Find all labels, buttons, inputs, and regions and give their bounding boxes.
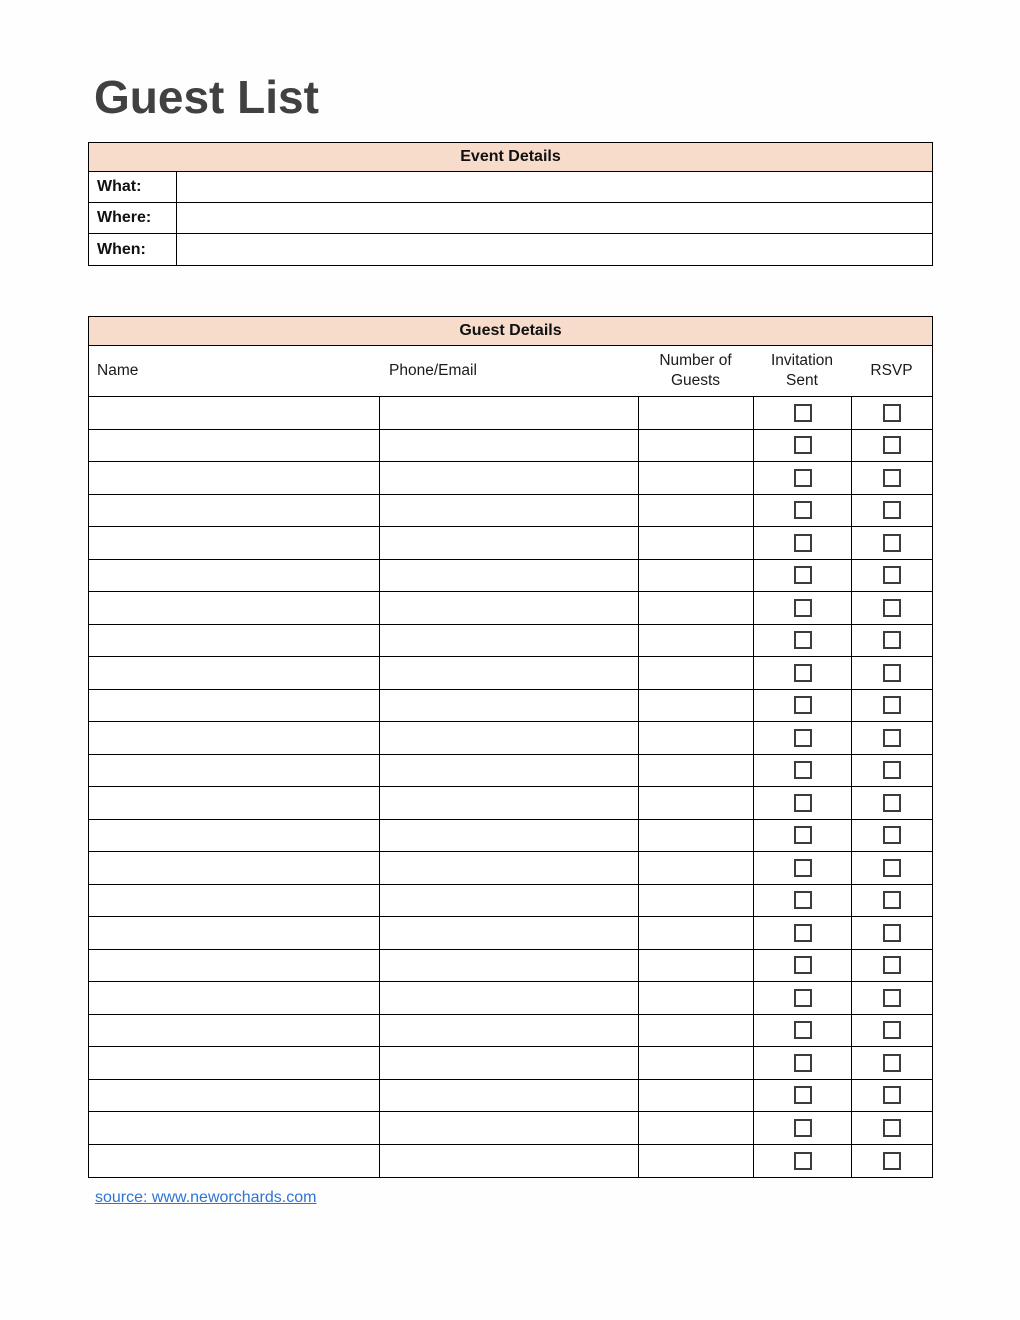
invitation-sent-cell[interactable] [753, 657, 851, 689]
rsvp-checkbox[interactable] [883, 989, 901, 1007]
number-of-guests-cell[interactable] [638, 755, 753, 787]
event-field-label-what: What: [97, 178, 142, 195]
invitation-sent-checkbox[interactable] [794, 794, 812, 812]
number-of-guests-cell[interactable] [638, 397, 753, 429]
guest-row [89, 397, 932, 430]
column-header-number-of-guests: Number of Guests [659, 352, 732, 389]
rsvp-cell[interactable] [851, 657, 932, 689]
phone-email-cell[interactable] [379, 1015, 638, 1047]
invitation-sent-checkbox[interactable] [794, 566, 812, 584]
rsvp-cell[interactable] [851, 950, 932, 982]
guest-row [89, 917, 932, 950]
invitation-sent-cell[interactable] [753, 1015, 851, 1047]
rsvp-checkbox[interactable] [883, 1021, 901, 1039]
invitation-sent-cell[interactable] [753, 917, 851, 949]
rsvp-checkbox[interactable] [883, 1054, 901, 1072]
number-of-guests-cell[interactable] [638, 1080, 753, 1112]
invitation-sent-cell[interactable] [753, 722, 851, 754]
name-cell[interactable] [89, 592, 379, 624]
rsvp-cell[interactable] [851, 495, 932, 527]
phone-email-cell[interactable] [379, 657, 638, 689]
guest-row [89, 527, 932, 560]
guest-row [89, 722, 932, 755]
number-of-guests-cell[interactable] [638, 982, 753, 1014]
name-cell[interactable] [89, 755, 379, 787]
column-header-phone-email: Phone/Email [389, 362, 477, 379]
invitation-sent-checkbox[interactable] [794, 1054, 812, 1072]
rsvp-cell[interactable] [851, 917, 932, 949]
phone-email-cell[interactable] [379, 755, 638, 787]
rsvp-cell[interactable] [851, 397, 932, 429]
guest-row [89, 592, 932, 625]
rsvp-cell[interactable] [851, 462, 932, 494]
rsvp-cell[interactable] [851, 820, 932, 852]
guest-row [89, 560, 932, 593]
invitation-sent-checkbox[interactable] [794, 989, 812, 1007]
name-cell[interactable] [89, 1112, 379, 1144]
name-cell[interactable] [89, 1047, 379, 1079]
name-cell[interactable] [89, 820, 379, 852]
phone-email-cell[interactable] [379, 917, 638, 949]
name-cell[interactable] [89, 1080, 379, 1112]
guest-row [89, 885, 932, 918]
rsvp-checkbox[interactable] [883, 794, 901, 812]
rsvp-cell[interactable] [851, 592, 932, 624]
invitation-sent-cell[interactable] [753, 1080, 851, 1112]
rsvp-cell[interactable] [851, 1047, 932, 1079]
number-of-guests-cell[interactable] [638, 430, 753, 462]
invitation-sent-checkbox[interactable] [794, 1021, 812, 1039]
number-of-guests-cell[interactable] [638, 1047, 753, 1079]
rsvp-cell[interactable] [851, 722, 932, 754]
event-field-row-what [89, 172, 932, 203]
name-cell[interactable] [89, 462, 379, 494]
phone-email-cell[interactable] [379, 527, 638, 559]
name-cell[interactable] [89, 657, 379, 689]
number-of-guests-cell[interactable] [638, 592, 753, 624]
invitation-sent-cell[interactable] [753, 397, 851, 429]
invitation-sent-checkbox[interactable] [794, 501, 812, 519]
rsvp-cell[interactable] [851, 982, 932, 1014]
rsvp-checkbox[interactable] [883, 761, 901, 779]
guest-row [89, 1015, 932, 1048]
invitation-sent-cell[interactable] [753, 950, 851, 982]
number-of-guests-cell[interactable] [638, 820, 753, 852]
invitation-sent-checkbox[interactable] [794, 404, 812, 422]
rsvp-cell[interactable] [851, 625, 932, 657]
rsvp-checkbox[interactable] [883, 826, 901, 844]
name-cell[interactable] [89, 787, 379, 819]
rsvp-cell[interactable] [851, 852, 932, 884]
invitation-sent-checkbox[interactable] [794, 534, 812, 552]
rsvp-cell[interactable] [851, 527, 932, 559]
rsvp-checkbox[interactable] [883, 924, 901, 942]
invitation-sent-cell[interactable] [753, 495, 851, 527]
rsvp-cell[interactable] [851, 560, 932, 592]
name-cell[interactable] [89, 690, 379, 722]
guest-row [89, 852, 932, 885]
phone-email-cell[interactable] [379, 430, 638, 462]
phone-email-cell[interactable] [379, 495, 638, 527]
rsvp-checkbox[interactable] [883, 1152, 901, 1170]
rsvp-checkbox[interactable] [883, 599, 901, 617]
invitation-sent-cell[interactable] [753, 1047, 851, 1079]
event-details-header: Event Details [89, 143, 932, 172]
invitation-sent-cell[interactable] [753, 982, 851, 1014]
page-title: Guest List [94, 71, 319, 123]
number-of-guests-cell[interactable] [638, 495, 753, 527]
phone-email-cell[interactable] [379, 950, 638, 982]
invitation-sent-cell[interactable] [753, 527, 851, 559]
invitation-sent-checkbox[interactable] [794, 664, 812, 682]
event-field-label-when: When: [97, 240, 146, 258]
invitation-sent-checkbox[interactable] [794, 956, 812, 974]
phone-email-cell[interactable] [379, 560, 638, 592]
guest-row [89, 787, 932, 820]
phone-email-cell[interactable] [379, 820, 638, 852]
invitation-sent-checkbox[interactable] [794, 891, 812, 909]
phone-email-cell[interactable] [379, 885, 638, 917]
invitation-sent-cell[interactable] [753, 592, 851, 624]
event-field-value-when[interactable] [176, 234, 932, 265]
column-header-rsvp: RSVP [870, 362, 913, 380]
number-of-guests-cell[interactable] [638, 527, 753, 559]
phone-email-cell[interactable] [379, 852, 638, 884]
invitation-sent-cell[interactable] [753, 560, 851, 592]
rsvp-cell[interactable] [851, 1015, 932, 1047]
rsvp-cell[interactable] [851, 885, 932, 917]
name-cell[interactable] [89, 397, 379, 429]
guest-row [89, 755, 932, 788]
number-of-guests-cell[interactable] [638, 885, 753, 917]
name-cell[interactable] [89, 495, 379, 527]
invitation-sent-cell[interactable] [753, 1145, 851, 1178]
number-of-guests-cell[interactable] [638, 625, 753, 657]
event-details-table [88, 142, 933, 266]
rsvp-checkbox[interactable] [883, 891, 901, 909]
number-of-guests-cell[interactable] [638, 852, 753, 884]
guest-row [89, 495, 932, 528]
phone-email-cell[interactable] [379, 787, 638, 819]
guest-row [89, 820, 932, 853]
invitation-sent-cell[interactable] [753, 625, 851, 657]
name-cell[interactable] [89, 982, 379, 1014]
event-field-value-where[interactable] [176, 203, 932, 233]
invitation-sent-cell[interactable] [753, 755, 851, 787]
number-of-guests-cell[interactable] [638, 657, 753, 689]
invitation-sent-checkbox[interactable] [794, 599, 812, 617]
invitation-sent-cell[interactable] [753, 885, 851, 917]
guest-rows-container [89, 397, 932, 1177]
name-cell[interactable] [89, 560, 379, 592]
invitation-sent-checkbox[interactable] [794, 696, 812, 714]
rsvp-cell[interactable] [851, 1080, 932, 1112]
name-cell[interactable] [89, 625, 379, 657]
invitation-sent-checkbox[interactable] [794, 924, 812, 942]
number-of-guests-cell[interactable] [638, 722, 753, 754]
rsvp-checkbox[interactable] [883, 956, 901, 974]
invitation-sent-checkbox[interactable] [794, 761, 812, 779]
number-of-guests-cell[interactable] [638, 787, 753, 819]
invitation-sent-checkbox[interactable] [794, 826, 812, 844]
rsvp-checkbox[interactable] [883, 1086, 901, 1104]
invitation-sent-checkbox[interactable] [794, 469, 812, 487]
name-cell[interactable] [89, 852, 379, 884]
phone-email-cell[interactable] [379, 982, 638, 1014]
name-cell[interactable] [89, 1145, 379, 1178]
phone-email-cell[interactable] [379, 397, 638, 429]
rsvp-cell[interactable] [851, 690, 932, 722]
column-header-name: Name [97, 362, 139, 379]
guest-row [89, 430, 932, 463]
rsvp-checkbox[interactable] [883, 501, 901, 519]
name-cell[interactable] [89, 917, 379, 949]
name-cell[interactable] [89, 430, 379, 462]
name-cell[interactable] [89, 950, 379, 982]
rsvp-checkbox[interactable] [883, 859, 901, 877]
guest-row [89, 1112, 932, 1145]
invitation-sent-checkbox[interactable] [794, 1086, 812, 1104]
name-cell[interactable] [89, 885, 379, 917]
guest-row [89, 657, 932, 690]
event-field-row-when [89, 234, 932, 265]
invitation-sent-cell[interactable] [753, 690, 851, 722]
guest-row [89, 982, 932, 1015]
guest-row [89, 1145, 932, 1178]
invitation-sent-cell[interactable] [753, 430, 851, 462]
phone-email-cell[interactable] [379, 722, 638, 754]
event-field-label-where: Where: [97, 209, 152, 226]
source-link[interactable]: source: www.neworchards.com [95, 1189, 317, 1206]
rsvp-cell[interactable] [851, 1112, 932, 1144]
phone-email-cell[interactable] [379, 625, 638, 657]
number-of-guests-cell[interactable] [638, 560, 753, 592]
invitation-sent-checkbox[interactable] [794, 1119, 812, 1137]
guest-row [89, 950, 932, 983]
event-field-value-what[interactable] [176, 172, 932, 202]
event-field-row-where [89, 203, 932, 234]
guest-row [89, 625, 932, 658]
rsvp-cell[interactable] [851, 430, 932, 462]
invitation-sent-cell[interactable] [753, 820, 851, 852]
invitation-sent-cell[interactable] [753, 1112, 851, 1144]
rsvp-checkbox[interactable] [883, 1119, 901, 1137]
guest-row [89, 1047, 932, 1080]
column-header-invitation-sent: Invitation Sent [770, 352, 834, 389]
guest-details-table [88, 316, 933, 1178]
guest-row [89, 690, 932, 723]
invitation-sent-checkbox[interactable] [794, 859, 812, 877]
phone-email-cell[interactable] [379, 690, 638, 722]
rsvp-checkbox[interactable] [883, 664, 901, 682]
rsvp-checkbox[interactable] [883, 534, 901, 552]
rsvp-checkbox[interactable] [883, 436, 901, 454]
invitation-sent-checkbox[interactable] [794, 1152, 812, 1170]
name-cell[interactable] [89, 527, 379, 559]
number-of-guests-cell[interactable] [638, 1015, 753, 1047]
number-of-guests-cell[interactable] [638, 917, 753, 949]
guest-details-header: Guest Details [89, 317, 932, 346]
name-cell[interactable] [89, 722, 379, 754]
invitation-sent-checkbox[interactable] [794, 436, 812, 454]
invitation-sent-checkbox[interactable] [794, 631, 812, 649]
rsvp-checkbox[interactable] [883, 469, 901, 487]
phone-email-cell[interactable] [379, 1080, 638, 1112]
phone-email-cell[interactable] [379, 592, 638, 624]
phone-email-cell[interactable] [379, 1145, 638, 1178]
invitation-sent-cell[interactable] [753, 787, 851, 819]
rsvp-cell[interactable] [851, 755, 932, 787]
number-of-guests-cell[interactable] [638, 950, 753, 982]
invitation-sent-cell[interactable] [753, 462, 851, 494]
number-of-guests-cell[interactable] [638, 462, 753, 494]
guest-row [89, 1080, 932, 1113]
name-cell[interactable] [89, 1015, 379, 1047]
number-of-guests-cell[interactable] [638, 1112, 753, 1144]
phone-email-cell[interactable] [379, 1047, 638, 1079]
rsvp-cell[interactable] [851, 1145, 932, 1178]
phone-email-cell[interactable] [379, 462, 638, 494]
rsvp-checkbox[interactable] [883, 631, 901, 649]
number-of-guests-cell[interactable] [638, 1145, 753, 1178]
phone-email-cell[interactable] [379, 1112, 638, 1144]
invitation-sent-checkbox[interactable] [794, 729, 812, 747]
rsvp-checkbox[interactable] [883, 566, 901, 584]
rsvp-checkbox[interactable] [883, 404, 901, 422]
number-of-guests-cell[interactable] [638, 690, 753, 722]
guest-row [89, 462, 932, 495]
rsvp-checkbox[interactable] [883, 696, 901, 714]
rsvp-checkbox[interactable] [883, 729, 901, 747]
invitation-sent-cell[interactable] [753, 852, 851, 884]
rsvp-cell[interactable] [851, 787, 932, 819]
guest-columns-header-row [89, 346, 932, 397]
